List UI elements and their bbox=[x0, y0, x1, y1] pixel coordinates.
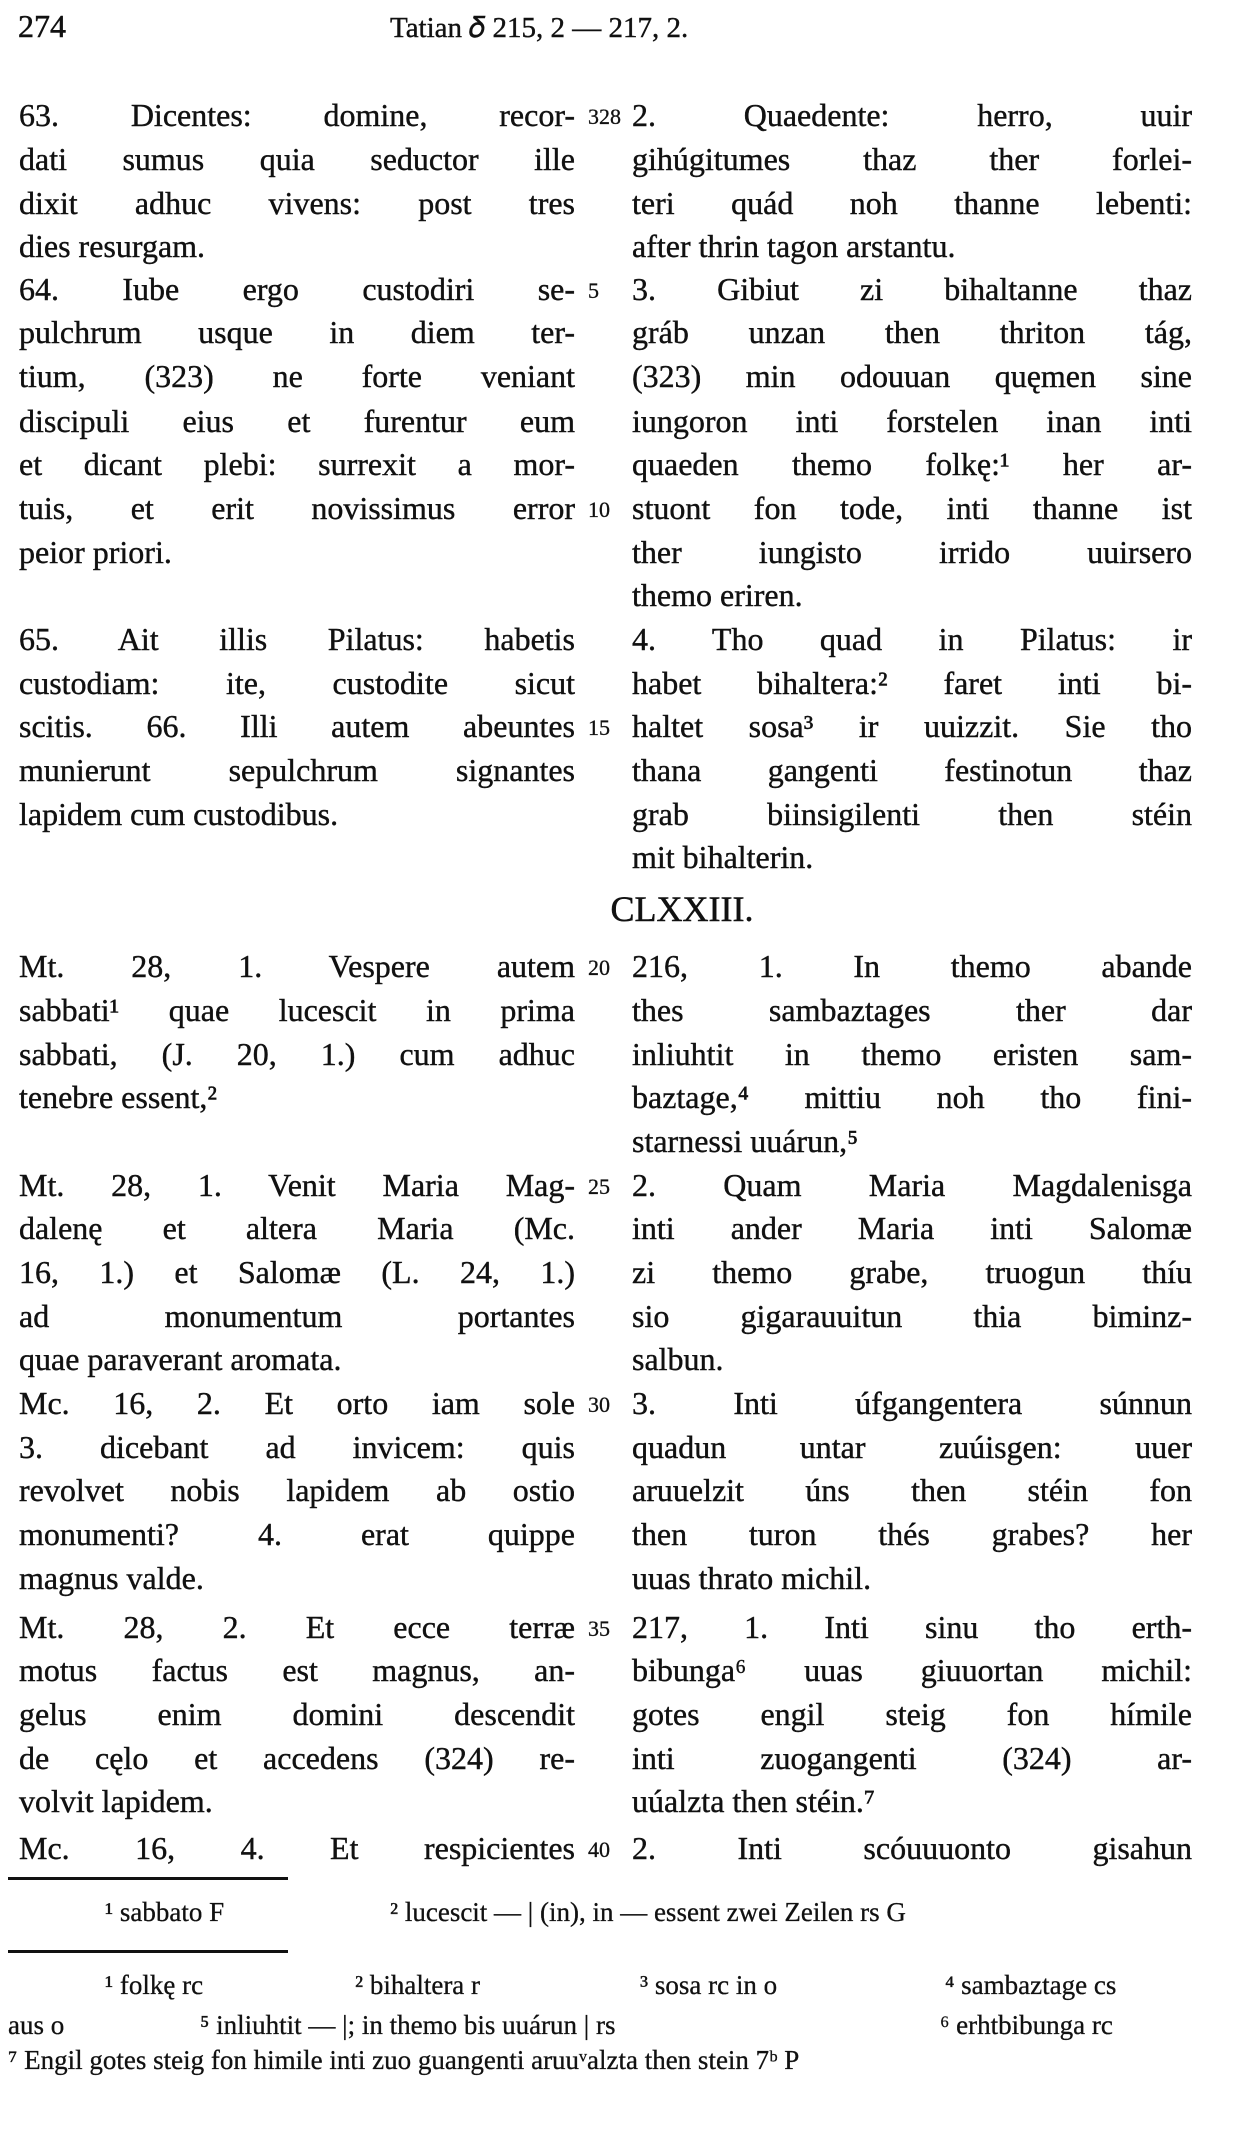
left-text-line: 3. dicebant ad invicem: quis bbox=[19, 1428, 575, 1465]
margin-line-number: 5 bbox=[588, 277, 599, 303]
left-text-line: peior priori. bbox=[19, 533, 172, 570]
right-text-line: ther iungisto irrido uuirsero bbox=[632, 533, 1192, 570]
right-text-line: 2. Inti scóuuuonto gisahun bbox=[632, 1829, 1192, 1866]
left-text-line: et dicant plebi: surrexit a mor- bbox=[19, 446, 575, 483]
right-text-line: 216, 1. In themo abande bbox=[632, 948, 1192, 985]
left-text-line: scitis. 66. Illi autem abeuntes bbox=[19, 708, 575, 745]
margin-line-number: 25 bbox=[588, 1173, 610, 1199]
left-text-line: dies resurgam. bbox=[19, 228, 206, 265]
left-text-line: tuis, et erit novissimus error bbox=[19, 490, 575, 527]
left-text-line: tenebre essent,² bbox=[19, 1079, 217, 1116]
left-text-line: volvit lapidem. bbox=[19, 1783, 213, 1820]
margin-line-number: 15 bbox=[588, 715, 610, 741]
right-text-line: quadun untar zuúisgen: uuer bbox=[632, 1428, 1192, 1465]
left-text-line: Mc. 16, 2. Et orto iam sole bbox=[19, 1384, 575, 1421]
left-text-line: Mt. 28, 2. Et ecce terræ bbox=[19, 1608, 575, 1645]
footnote-rule bbox=[8, 1950, 288, 1953]
left-text-line: discipuli eius et furentur eum bbox=[19, 402, 575, 439]
left-text-line: 64. Iube ergo custodiri se- bbox=[19, 270, 575, 307]
section-heading: CLXXIII. bbox=[610, 889, 754, 929]
right-text-line: haltet sosa³ ir uuizzit. Sie tho bbox=[632, 708, 1192, 745]
right-text-line: inliuhtit in themo eristen sam- bbox=[632, 1035, 1192, 1072]
right-text-line: mit bihalterin. bbox=[632, 839, 814, 876]
right-text-line: stuont fon tode, inti thanne ist bbox=[632, 490, 1192, 527]
right-text-line: zi themo grabe, truogun thíu bbox=[632, 1253, 1192, 1290]
right-text-line: then turon thés grabes? her bbox=[632, 1515, 1192, 1552]
left-text-line: gelus enim domini descendit bbox=[19, 1695, 575, 1732]
margin-line-number: 20 bbox=[588, 955, 610, 981]
left-text-line: monumenti? 4. erat quippe bbox=[19, 1515, 575, 1552]
left-text-line: dalenę et altera Maria (Mc. bbox=[19, 1210, 575, 1247]
right-text-line: 3. Gibiut zi bihaltanne thaz bbox=[632, 270, 1192, 307]
right-text-line: uúalzta then stéin.⁷ bbox=[632, 1783, 876, 1820]
right-text-line: quaeden themo folkę:¹ her ar- bbox=[632, 446, 1192, 483]
left-text-line: magnus valde. bbox=[19, 1559, 204, 1596]
footnote: ⁴ sambaztage cs bbox=[945, 1970, 1117, 2000]
right-text-line: thes sambaztages ther dar bbox=[632, 992, 1192, 1029]
right-text-line: aruuelzit úns then stéin fon bbox=[632, 1472, 1192, 1509]
right-text-line: after thrin tagon arstantu. bbox=[632, 228, 956, 265]
left-text-line: pulchrum usque in diem ter- bbox=[19, 314, 575, 351]
left-text-line: sabbati¹ quae lucescit in prima bbox=[19, 992, 575, 1029]
left-text-line: dixit adhuc vivens: post tres bbox=[19, 184, 575, 221]
right-text-line: 2. Quaedente: herro, uuir bbox=[632, 97, 1192, 134]
left-text-line: 63. Dicentes: domine, recor- bbox=[19, 97, 575, 134]
footnote: ⁵ inliuhtit — |; in themo bis uuárun | rs bbox=[200, 2010, 616, 2040]
right-text-line: 217, 1. Inti sinu tho erth- bbox=[632, 1608, 1192, 1645]
right-text-line: gráb unzan then thriton tág, bbox=[632, 314, 1192, 351]
left-text-line: lapidem cum custodibus. bbox=[19, 795, 339, 832]
left-text-line: 65. Ait illis Pilatus: habetis bbox=[19, 621, 575, 658]
right-text-line: uuas thrato michil. bbox=[632, 1559, 872, 1596]
footnote: ¹ sabbato F bbox=[105, 1897, 225, 1927]
margin-line-number: 30 bbox=[588, 1391, 610, 1417]
right-text-line: 3. Inti úfgangentera súnnun bbox=[632, 1384, 1192, 1421]
left-text-line: Mc. 16, 4. Et respicientes bbox=[19, 1829, 575, 1866]
left-text-line: motus factus est magnus, an- bbox=[19, 1652, 575, 1689]
left-text-line: tium, (323) ne forte veniant bbox=[19, 357, 575, 394]
left-text-line: revolvet nobis lapidem ab ostio bbox=[19, 1472, 575, 1509]
left-text-line: Mt. 28, 1. Vespere autem bbox=[19, 948, 575, 985]
right-text-line: thana gangenti festinotun thaz bbox=[632, 752, 1192, 789]
running-title: Tatian 𝛿 215, 2 — 217, 2. bbox=[390, 12, 689, 44]
right-text-line: inti ander Maria inti Salomæ bbox=[632, 1210, 1192, 1247]
footnote: aus o bbox=[8, 2010, 65, 2040]
left-text-line: custodiam: ite, custodite sicut bbox=[19, 664, 575, 701]
left-text-line: de cęlo et accedens (324) re- bbox=[19, 1739, 575, 1776]
left-text-line: munierunt sepulchrum signantes bbox=[19, 752, 575, 789]
left-text-line: quae paraverant aromata. bbox=[19, 1341, 342, 1378]
footnote: ³ sosa rc in o bbox=[640, 1970, 778, 2000]
right-text-line: bibunga⁶ uuas giuuortan michil: bbox=[632, 1652, 1192, 1689]
right-text-line: habet bihaltera:² faret inti bi- bbox=[632, 664, 1192, 701]
right-text-line: iungoron inti forstelen inan inti bbox=[632, 402, 1192, 439]
left-text-line: sabbati, (J. 20, 1.) cum adhuc bbox=[19, 1035, 575, 1072]
margin-line-number: 40 bbox=[588, 1836, 610, 1862]
footnote: ² lucescit — | (in), in — essent zwei Zeilen rs G bbox=[390, 1897, 906, 1927]
right-text-line: gihúgitumes thaz ther forlei- bbox=[632, 140, 1192, 177]
left-text-line: ad monumentum portantes bbox=[19, 1297, 575, 1334]
right-text-line: 2. Quam Maria Magdalenisga bbox=[632, 1166, 1192, 1203]
right-text-line: teri quád noh thanne lebenti: bbox=[632, 184, 1192, 221]
right-text-line: 4. Tho quad in Pilatus: ir bbox=[632, 621, 1192, 658]
left-text-line: dati sumus quia seductor ille bbox=[19, 140, 575, 177]
page-number: 274 bbox=[18, 8, 66, 44]
footnote: ² bihaltera r bbox=[355, 1970, 481, 2000]
footnote: ¹ folkę rc bbox=[105, 1970, 204, 2000]
right-text-line: starnessi uuárun,⁵ bbox=[632, 1123, 859, 1160]
margin-line-number: 328 bbox=[588, 104, 621, 130]
right-text-line: (323) min odouuan quęmen sine bbox=[632, 357, 1192, 394]
right-text-line: baztage,⁴ mittiu noh tho fini- bbox=[632, 1079, 1192, 1116]
footnote: ⁷ Engil gotes steig fon himile inti zuo guangenti aruuᵛalzta then stein 7ᵇ P bbox=[8, 2045, 800, 2075]
right-text-line: grab biinsigilenti then stéin bbox=[632, 795, 1192, 832]
right-text-line: gotes engil steig fon hímile bbox=[632, 1695, 1192, 1732]
right-text-line: salbun. bbox=[632, 1341, 724, 1378]
left-text-line: Mt. 28, 1. Venit Maria Mag- bbox=[19, 1166, 575, 1203]
left-text-line: 16, 1.) et Salomæ (L. 24, 1.) bbox=[19, 1253, 575, 1290]
footnote-rule bbox=[8, 1877, 288, 1880]
margin-line-number: 35 bbox=[588, 1615, 610, 1641]
right-text-line: themo eriren. bbox=[632, 577, 803, 614]
footnote: ⁶ erhtbibunga rc bbox=[940, 2010, 1113, 2040]
margin-line-number: 10 bbox=[588, 497, 610, 523]
right-text-line: sio gigarauuitun thia biminz- bbox=[632, 1297, 1192, 1334]
right-text-line: inti zuogangenti (324) ar- bbox=[632, 1739, 1192, 1776]
